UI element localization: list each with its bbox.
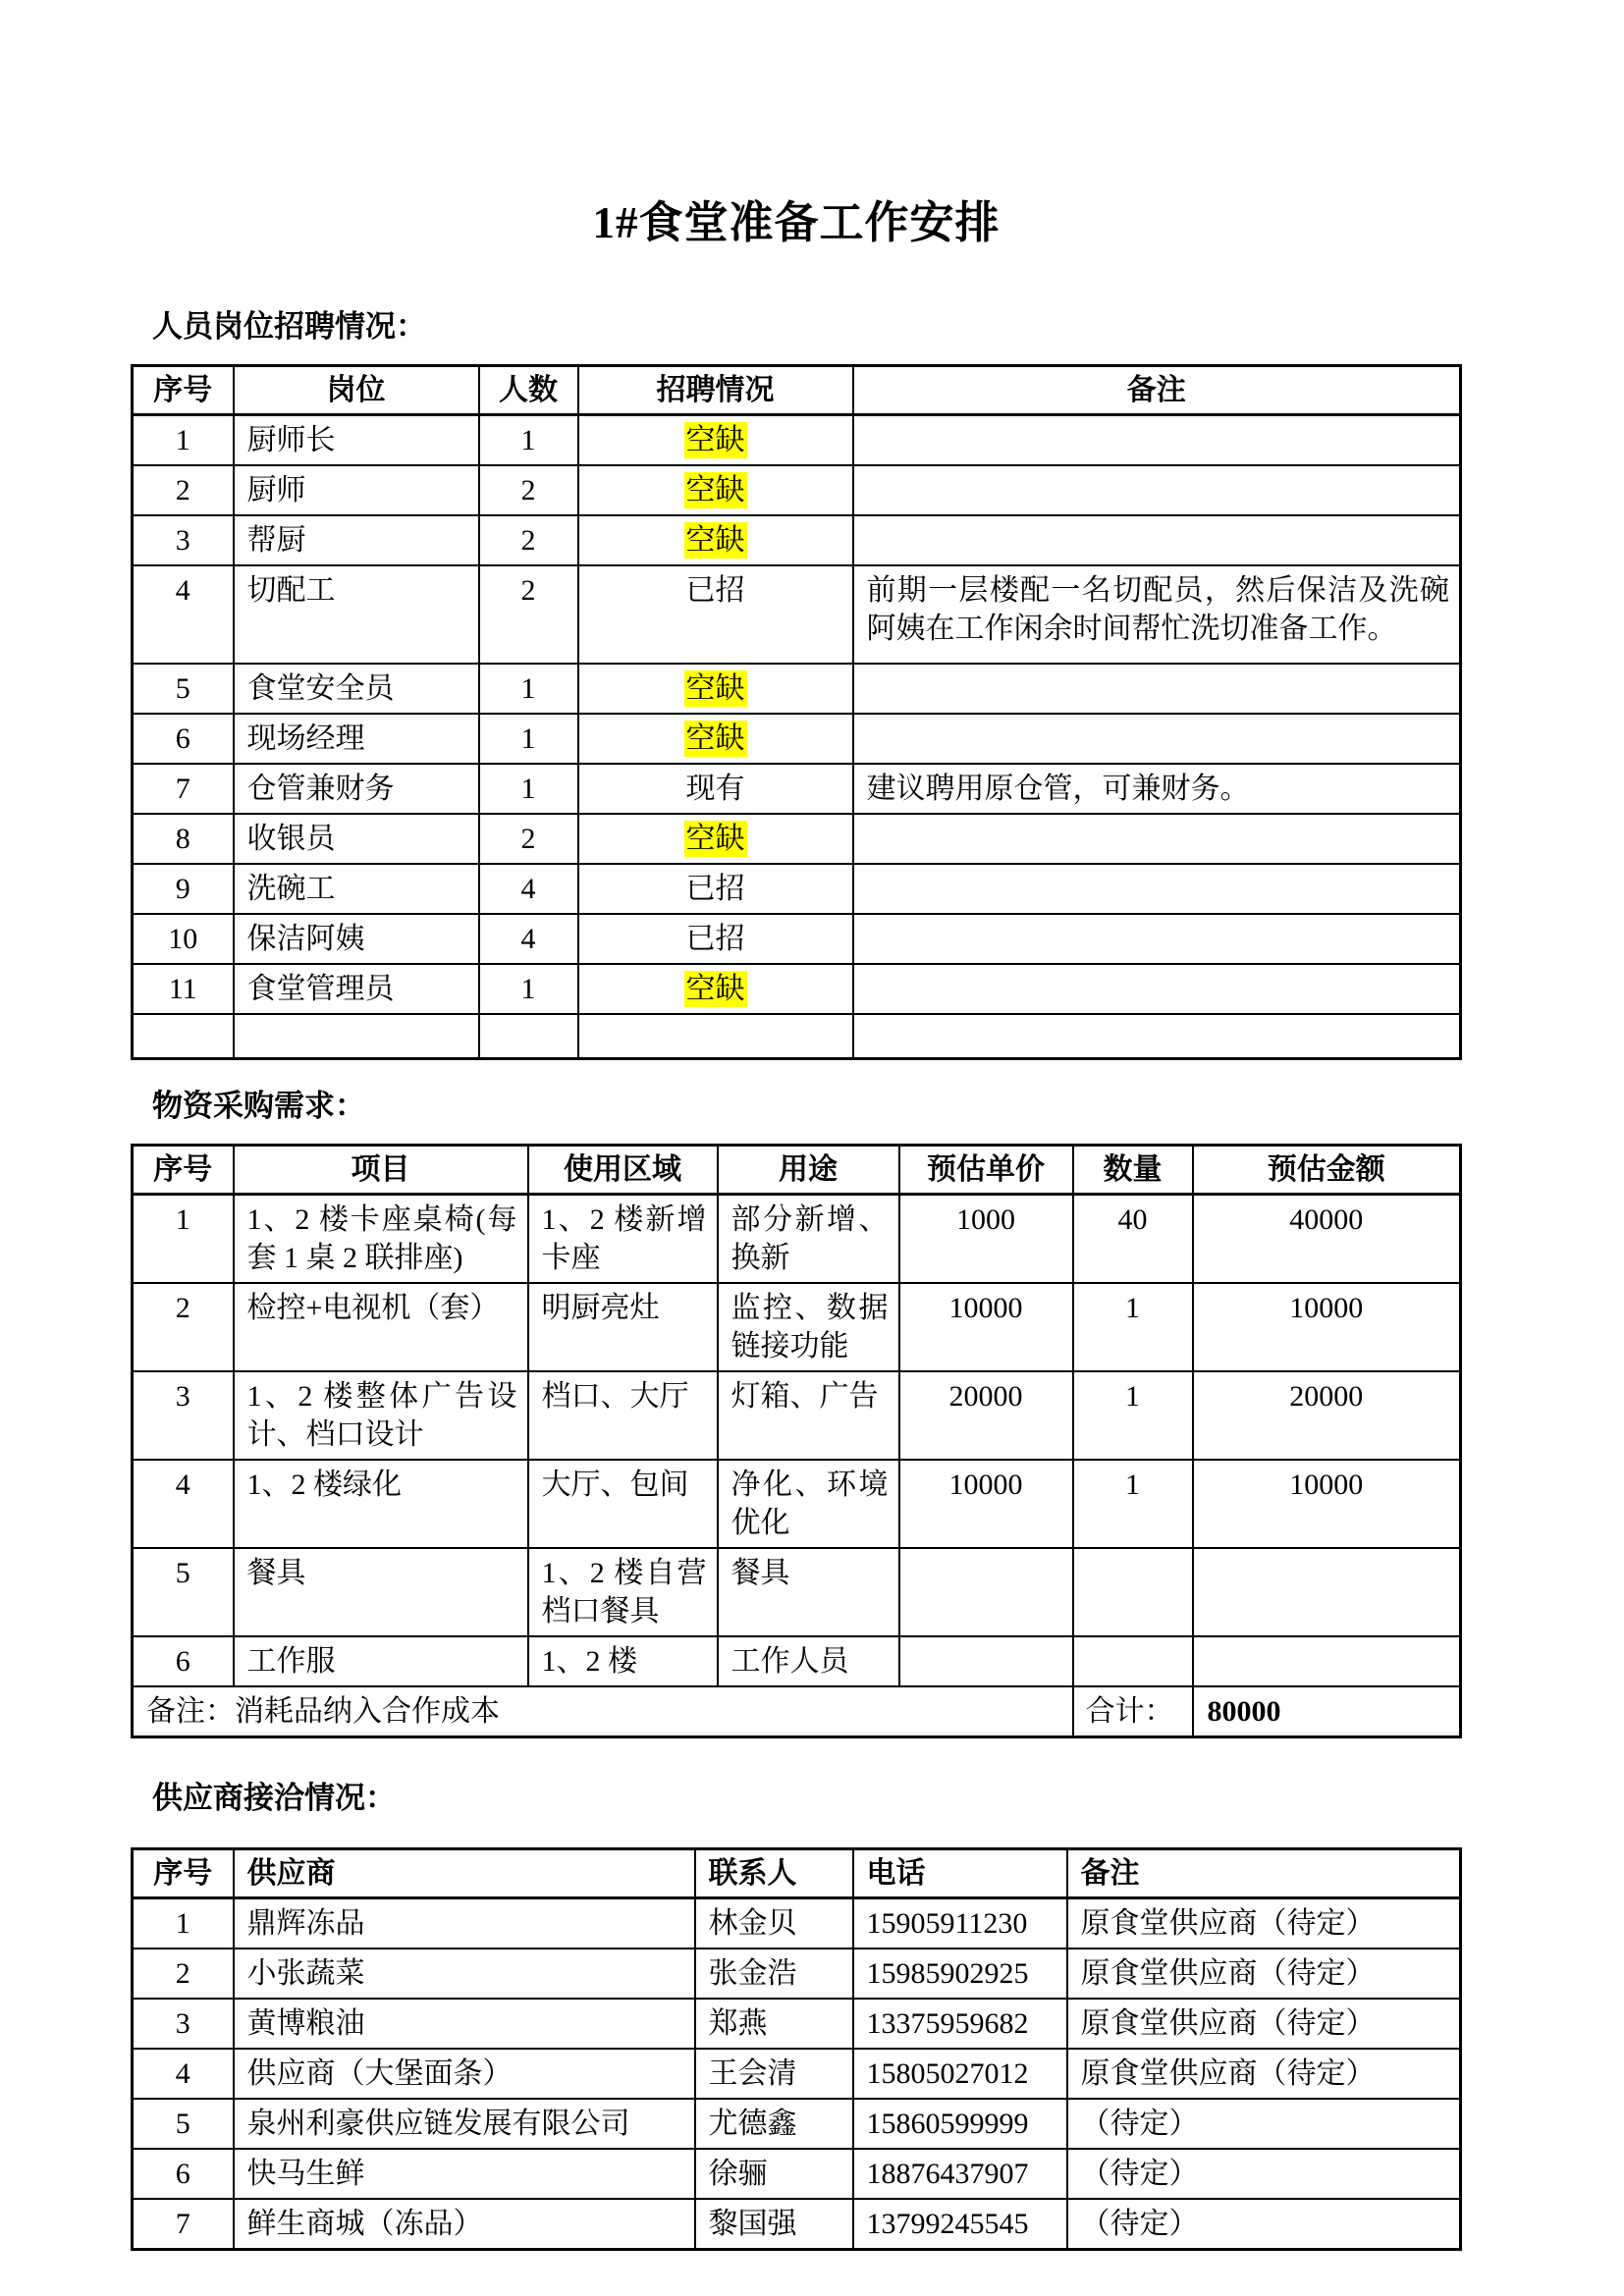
cell-note: 原食堂供应商（待定） bbox=[1067, 2049, 1461, 2099]
supplier-row bbox=[133, 1898, 1461, 1949]
page-title: 1#食堂准备工作安排 bbox=[592, 198, 1001, 247]
header-row bbox=[133, 1849, 1461, 1898]
cell-note bbox=[853, 415, 1461, 466]
cell-area: 1、2 楼 bbox=[528, 1636, 718, 1686]
cell-note: 原食堂供应商（待定） bbox=[1067, 1999, 1461, 2049]
status-text: 空缺 bbox=[685, 474, 745, 507]
cell-no: 2 bbox=[133, 1283, 234, 1371]
total-label: 合计： bbox=[1073, 1686, 1193, 1737]
cell-post: 切配工 bbox=[234, 565, 479, 664]
supplier-row bbox=[133, 1999, 1461, 2049]
supplier-row bbox=[133, 2149, 1461, 2199]
cell-note bbox=[853, 714, 1461, 764]
procurement-row bbox=[133, 1371, 1461, 1460]
recruitment-row bbox=[133, 814, 1461, 864]
cell-note: 建议聘用原仓管，可兼财务。 bbox=[853, 764, 1461, 814]
cell-no: 1 bbox=[133, 1194, 234, 1283]
cell-area: 明厨亮灶 bbox=[528, 1283, 718, 1371]
cell-no: 5 bbox=[133, 664, 234, 714]
cell-qty: 40 bbox=[1073, 1194, 1193, 1283]
cell-use: 餐具 bbox=[718, 1548, 899, 1636]
cell-no: 4 bbox=[133, 565, 234, 664]
cell-phone: 15905911230 bbox=[853, 1898, 1067, 1949]
cell-name: 供应商（大堡面条） bbox=[234, 2049, 695, 2099]
cell-price bbox=[899, 1548, 1073, 1636]
section-heading-procurement: 物资采购需求： bbox=[152, 1088, 365, 1123]
cell-no: 3 bbox=[133, 515, 234, 565]
cell-count: 1 bbox=[479, 964, 578, 1014]
col-header-contact: 联系人 bbox=[695, 1849, 853, 1898]
cell-name: 鲜生商城（冻品） bbox=[234, 2199, 695, 2250]
recruitment-row bbox=[133, 664, 1461, 714]
cell-name: 泉州利豪供应链发展有限公司 bbox=[234, 2099, 695, 2149]
cell-post: 洗碗工 bbox=[234, 864, 479, 914]
cell-no: 9 bbox=[133, 864, 234, 914]
cell-qty: 1 bbox=[1073, 1371, 1193, 1460]
col-header-status: 招聘情况 bbox=[578, 366, 853, 415]
cell-amount: 10000 bbox=[1193, 1460, 1461, 1548]
recruitment-row bbox=[133, 714, 1461, 764]
cell-use: 工作人员 bbox=[718, 1636, 899, 1686]
col-header-post: 岗位 bbox=[234, 366, 479, 415]
cell-use: 监控、数据链接功能 bbox=[718, 1283, 899, 1371]
cell-item: 工作服 bbox=[234, 1636, 528, 1686]
footer-note: 备注：消耗品纳入合作成本 bbox=[133, 1686, 1073, 1737]
col-header-no: 序号 bbox=[133, 366, 234, 415]
status-text: 空缺 bbox=[685, 424, 745, 457]
procurement-table-header bbox=[133, 1145, 1461, 1194]
cell-no: 5 bbox=[133, 1548, 234, 1636]
recruitment-row bbox=[133, 964, 1461, 1014]
cell-name: 鼎辉冻品 bbox=[234, 1898, 695, 1949]
cell-status bbox=[578, 814, 853, 864]
cell-status bbox=[578, 1014, 853, 1058]
recruitment-row bbox=[133, 864, 1461, 914]
cell-note: （待定） bbox=[1067, 2099, 1461, 2149]
cell-count: 2 bbox=[479, 515, 578, 565]
cell-note bbox=[853, 914, 1461, 964]
cell-count: 4 bbox=[479, 914, 578, 964]
recruitment-table-body bbox=[133, 415, 1461, 1059]
cell-status bbox=[578, 914, 853, 964]
cell-no: 3 bbox=[133, 1371, 234, 1460]
recruitment-row bbox=[133, 515, 1461, 565]
cell-use: 部分新增、换新 bbox=[718, 1194, 899, 1283]
supplier-row bbox=[133, 1949, 1461, 1999]
col-header-item: 项目 bbox=[234, 1145, 528, 1194]
cell-count: 1 bbox=[479, 764, 578, 814]
status-text: 空缺 bbox=[685, 973, 745, 1006]
cell-item: 1、2 楼整体广告设计、档口设计 bbox=[234, 1371, 528, 1460]
procurement-table-body bbox=[133, 1194, 1461, 1686]
cell-post: 厨师 bbox=[234, 465, 479, 515]
status-text: 空缺 bbox=[685, 524, 745, 558]
procurement-row bbox=[133, 1548, 1461, 1636]
procurement-row bbox=[133, 1194, 1461, 1283]
col-header-count: 人数 bbox=[479, 366, 578, 415]
cell-qty bbox=[1073, 1636, 1193, 1686]
cell-phone: 15860599999 bbox=[853, 2099, 1067, 2149]
cell-count: 4 bbox=[479, 864, 578, 914]
section-heading-suppliers: 供应商接洽情况： bbox=[152, 1780, 396, 1815]
cell-note bbox=[853, 465, 1461, 515]
col-header-no: 序号 bbox=[133, 1849, 234, 1898]
cell-amount: 20000 bbox=[1193, 1371, 1461, 1460]
cell-phone: 13799245545 bbox=[853, 2199, 1067, 2250]
header-row bbox=[133, 1145, 1461, 1194]
col-header-note: 备注 bbox=[1067, 1849, 1461, 1898]
cell-contact: 王会清 bbox=[695, 2049, 853, 2099]
cell-qty: 1 bbox=[1073, 1283, 1193, 1371]
cell-contact: 徐骊 bbox=[695, 2149, 853, 2199]
cell-count: 1 bbox=[479, 714, 578, 764]
cell-amount bbox=[1193, 1636, 1461, 1686]
cell-count: 2 bbox=[479, 465, 578, 515]
col-header-area: 使用区域 bbox=[528, 1145, 718, 1194]
recruitment-row bbox=[133, 764, 1461, 814]
cell-no: 4 bbox=[133, 1460, 234, 1548]
cell-phone: 18876437907 bbox=[853, 2149, 1067, 2199]
status-text: 现有 bbox=[685, 773, 745, 806]
cell-status bbox=[578, 465, 853, 515]
cell-area: 1、2 楼自营档口餐具 bbox=[528, 1548, 718, 1636]
procurement-row bbox=[133, 1636, 1461, 1686]
status-text: 空缺 bbox=[685, 823, 745, 856]
cell-status bbox=[578, 515, 853, 565]
section-heading-recruitment: 人员岗位招聘情况： bbox=[152, 309, 426, 344]
header-row bbox=[133, 366, 1461, 415]
cell-note bbox=[853, 814, 1461, 864]
cell-item: 检控+电视机（套） bbox=[234, 1283, 528, 1371]
cell-note: 原食堂供应商（待定） bbox=[1067, 1949, 1461, 1999]
cell-amount: 40000 bbox=[1193, 1194, 1461, 1283]
cell-no: 1 bbox=[133, 1898, 234, 1949]
recruitment-row bbox=[133, 1014, 1461, 1058]
cell-price: 20000 bbox=[899, 1371, 1073, 1460]
col-header-use: 用途 bbox=[718, 1145, 899, 1194]
cell-post: 帮厨 bbox=[234, 515, 479, 565]
cell-status bbox=[578, 764, 853, 814]
suppliers-table-body bbox=[133, 1898, 1461, 2250]
cell-no: 6 bbox=[133, 1636, 234, 1686]
cell-note: （待定） bbox=[1067, 2149, 1461, 2199]
cell-qty bbox=[1073, 1548, 1193, 1636]
cell-status bbox=[578, 964, 853, 1014]
supplier-row bbox=[133, 2049, 1461, 2099]
cell-use: 灯箱、广告 bbox=[718, 1371, 899, 1460]
procurement-row bbox=[133, 1283, 1461, 1371]
cell-price: 1000 bbox=[899, 1194, 1073, 1283]
procurement-total-row bbox=[133, 1686, 1461, 1737]
cell-name: 黄博粮油 bbox=[234, 1999, 695, 2049]
cell-note bbox=[853, 515, 1461, 565]
cell-note bbox=[853, 664, 1461, 714]
recruitment-row bbox=[133, 565, 1461, 664]
recruitment-row bbox=[133, 914, 1461, 964]
col-header-phone: 电话 bbox=[853, 1849, 1067, 1898]
cell-phone: 13375959682 bbox=[853, 1999, 1067, 2049]
cell-contact: 尤德鑫 bbox=[695, 2099, 853, 2149]
procurement-table-footer bbox=[133, 1686, 1461, 1737]
cell-qty: 1 bbox=[1073, 1460, 1193, 1548]
cell-amount bbox=[1193, 1548, 1461, 1636]
cell-item: 1、2 楼卡座桌椅(每套 1 桌 2 联排座) bbox=[234, 1194, 528, 1283]
cell-count: 1 bbox=[479, 415, 578, 466]
procurement-row bbox=[133, 1460, 1461, 1548]
cell-no: 7 bbox=[133, 2199, 234, 2250]
cell-amount: 10000 bbox=[1193, 1283, 1461, 1371]
cell-contact: 郑燕 bbox=[695, 1999, 853, 2049]
cell-no: 5 bbox=[133, 2099, 234, 2149]
cell-note bbox=[853, 1014, 1461, 1058]
cell-name: 小张蔬菜 bbox=[234, 1949, 695, 1999]
cell-note: （待定） bbox=[1067, 2199, 1461, 2250]
cell-post bbox=[234, 1014, 479, 1058]
cell-count: 2 bbox=[479, 565, 578, 664]
cell-area: 大厅、包间 bbox=[528, 1460, 718, 1548]
col-header-qty: 数量 bbox=[1073, 1145, 1193, 1194]
cell-contact: 林金贝 bbox=[695, 1898, 853, 1949]
cell-count bbox=[479, 1014, 578, 1058]
cell-no: 2 bbox=[133, 465, 234, 515]
cell-no: 3 bbox=[133, 1999, 234, 2049]
cell-no: 6 bbox=[133, 2149, 234, 2199]
total-value: 80000 bbox=[1193, 1686, 1461, 1737]
cell-count: 1 bbox=[479, 664, 578, 714]
col-header-amount: 预估金额 bbox=[1193, 1145, 1461, 1194]
cell-post: 现场经理 bbox=[234, 714, 479, 764]
col-header-price: 预估单价 bbox=[899, 1145, 1073, 1194]
cell-use: 净化、环境优化 bbox=[718, 1460, 899, 1548]
cell-item: 餐具 bbox=[234, 1548, 528, 1636]
cell-area: 档口、大厅 bbox=[528, 1371, 718, 1460]
cell-note bbox=[853, 864, 1461, 914]
cell-no: 7 bbox=[133, 764, 234, 814]
cell-no: 8 bbox=[133, 814, 234, 864]
cell-post: 厨师长 bbox=[234, 415, 479, 466]
cell-note: 原食堂供应商（待定） bbox=[1067, 1898, 1461, 1949]
cell-no bbox=[133, 1014, 234, 1058]
cell-note bbox=[853, 964, 1461, 1014]
cell-no: 10 bbox=[133, 914, 234, 964]
cell-post: 收银员 bbox=[234, 814, 479, 864]
cell-post: 食堂安全员 bbox=[234, 664, 479, 714]
cell-post: 仓管兼财务 bbox=[234, 764, 479, 814]
cell-price bbox=[899, 1636, 1073, 1686]
cell-price: 10000 bbox=[899, 1460, 1073, 1548]
status-text: 空缺 bbox=[685, 672, 745, 706]
supplier-row bbox=[133, 2199, 1461, 2250]
status-text: 空缺 bbox=[685, 722, 745, 756]
procurement-table bbox=[131, 1144, 1462, 1738]
recruitment-table bbox=[131, 364, 1462, 1060]
cell-no: 6 bbox=[133, 714, 234, 764]
cell-contact: 黎国强 bbox=[695, 2199, 853, 2250]
cell-status bbox=[578, 864, 853, 914]
cell-phone: 15805027012 bbox=[853, 2049, 1067, 2099]
cell-no: 11 bbox=[133, 964, 234, 1014]
cell-status bbox=[578, 415, 853, 466]
recruitment-row bbox=[133, 415, 1461, 466]
cell-name: 快马生鲜 bbox=[234, 2149, 695, 2199]
cell-item: 1、2 楼绿化 bbox=[234, 1460, 528, 1548]
cell-no: 1 bbox=[133, 415, 234, 466]
cell-price: 10000 bbox=[899, 1283, 1073, 1371]
col-header-no: 序号 bbox=[133, 1145, 234, 1194]
cell-status bbox=[578, 664, 853, 714]
recruitment-table-header bbox=[133, 366, 1461, 415]
cell-note: 前期一层楼配一名切配员，然后保洁及洗碗阿姨在工作闲余时间帮忙洗切准备工作。 bbox=[853, 565, 1461, 664]
cell-phone: 15985902925 bbox=[853, 1949, 1067, 1999]
cell-count: 2 bbox=[479, 814, 578, 864]
cell-post: 食堂管理员 bbox=[234, 964, 479, 1014]
col-header-note: 备注 bbox=[853, 366, 1461, 415]
recruitment-row bbox=[133, 465, 1461, 515]
cell-no: 4 bbox=[133, 2049, 234, 2099]
cell-status bbox=[578, 714, 853, 764]
cell-area: 1、2 楼新增卡座 bbox=[528, 1194, 718, 1283]
cell-status bbox=[578, 565, 853, 664]
cell-post: 保洁阿姨 bbox=[234, 914, 479, 964]
suppliers-table bbox=[131, 1847, 1462, 2251]
supplier-row bbox=[133, 2099, 1461, 2149]
status-text: 已招 bbox=[685, 574, 745, 608]
col-header-name: 供应商 bbox=[234, 1849, 695, 1898]
cell-contact: 张金浩 bbox=[695, 1949, 853, 1999]
status-text: 已招 bbox=[685, 923, 745, 956]
cell-no: 2 bbox=[133, 1949, 234, 1999]
suppliers-table-header bbox=[133, 1849, 1461, 1898]
status-text: 已招 bbox=[685, 873, 745, 906]
